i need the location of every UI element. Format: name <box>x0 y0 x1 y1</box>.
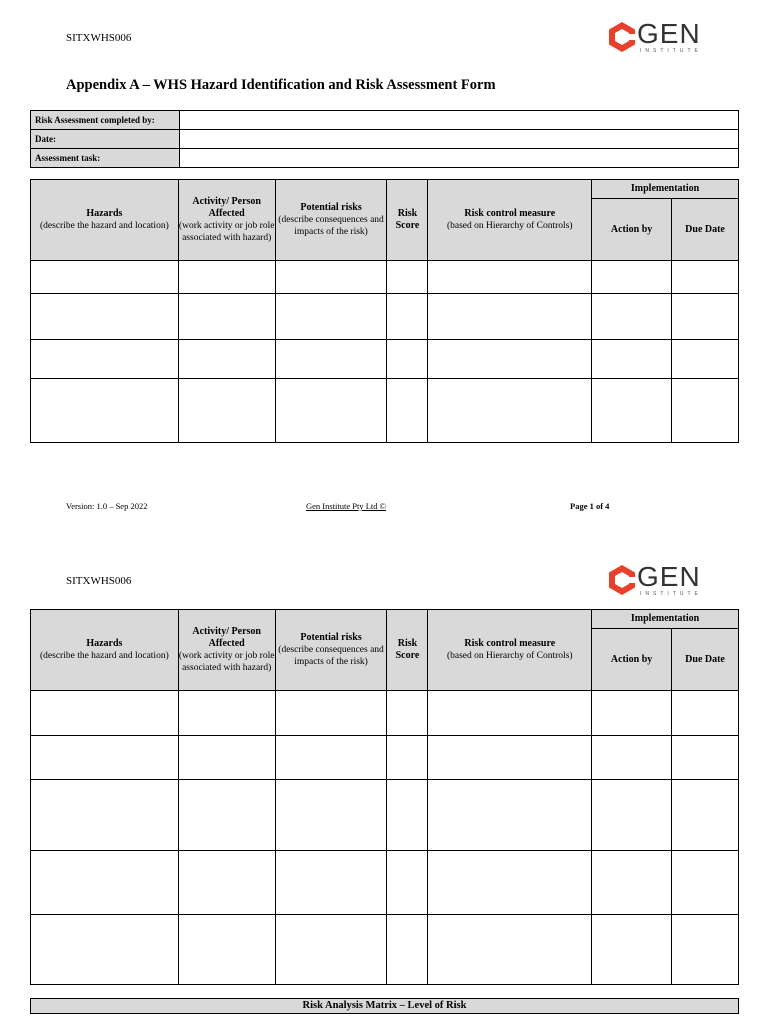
table-row <box>31 915 739 985</box>
due-date-header: Due Date <box>672 629 739 691</box>
risk-control-header: Risk control measure (based on Hierarchy of Controls) <box>428 180 592 261</box>
completed-by-field[interactable] <box>180 111 739 130</box>
potential-risks-header: Potential risks (describe consequences and impacts of the risk) <box>275 610 387 691</box>
risk-table-2 <box>30 609 739 985</box>
logo-text: GEN <box>637 18 701 49</box>
hazards-header: Hazards (describe the hazard and location) <box>31 180 179 261</box>
implementation-header: Implementation <box>592 610 739 629</box>
document-code: SITXWHS006 <box>66 575 132 587</box>
assessment-task-label: Assessment task: <box>31 149 180 168</box>
assessment-info-table <box>30 110 739 168</box>
potential-risks-header: Potential risks (describe consequences and impacts of the risk) <box>275 180 387 261</box>
table-row <box>31 736 739 780</box>
footer-copyright: Gen Institute Pty Ltd © <box>306 501 387 511</box>
table-row <box>31 691 739 736</box>
table-row <box>31 851 739 915</box>
gen-institute-logo <box>607 20 702 54</box>
risk-table-1 <box>30 179 739 443</box>
logo-subtext: INSTITUTE <box>640 48 702 54</box>
risk-score-header: Risk Score <box>387 180 428 261</box>
activity-header: Activity/ Person Affected (work activity or job role associated with hazard) <box>178 610 275 691</box>
table-row <box>31 261 739 294</box>
table-row <box>31 780 739 851</box>
table-row <box>31 340 739 379</box>
logo-text: GEN <box>637 561 701 592</box>
implementation-header: Implementation <box>592 180 739 199</box>
form-title: Appendix A – WHS Hazard Identification and Risk Assessment Form <box>66 77 496 93</box>
action-by-header: Action by <box>592 199 672 261</box>
date-field[interactable] <box>180 130 739 149</box>
risk-score-header: Risk Score <box>387 610 428 691</box>
table-row <box>31 294 739 340</box>
completed-by-label: Risk Assessment completed by: <box>31 111 180 130</box>
footer-page-number: Page 1 of 4 <box>570 501 610 511</box>
risk-control-header: Risk control measure (based on Hierarchy of Controls) <box>428 610 592 691</box>
due-date-header: Due Date <box>672 199 739 261</box>
hazards-header: Hazards (describe the hazard and location) <box>31 610 179 691</box>
table-row <box>31 379 739 443</box>
footer-version: Version: 1.0 – Sep 2022 <box>66 501 148 511</box>
assessment-task-field[interactable] <box>180 149 739 168</box>
date-label: Date: <box>31 130 180 149</box>
gen-institute-logo <box>607 563 702 597</box>
logo-hexagon-icon <box>607 21 637 53</box>
activity-header: Activity/ Person Affected (work activity or job role associated with hazard) <box>178 180 275 261</box>
logo-subtext: INSTITUTE <box>640 591 702 597</box>
document-code: SITXWHS006 <box>66 32 132 44</box>
risk-matrix-title: Risk Analysis Matrix – Level of Risk <box>30 998 739 1014</box>
logo-hexagon-icon <box>607 564 637 596</box>
action-by-header: Action by <box>592 629 672 691</box>
